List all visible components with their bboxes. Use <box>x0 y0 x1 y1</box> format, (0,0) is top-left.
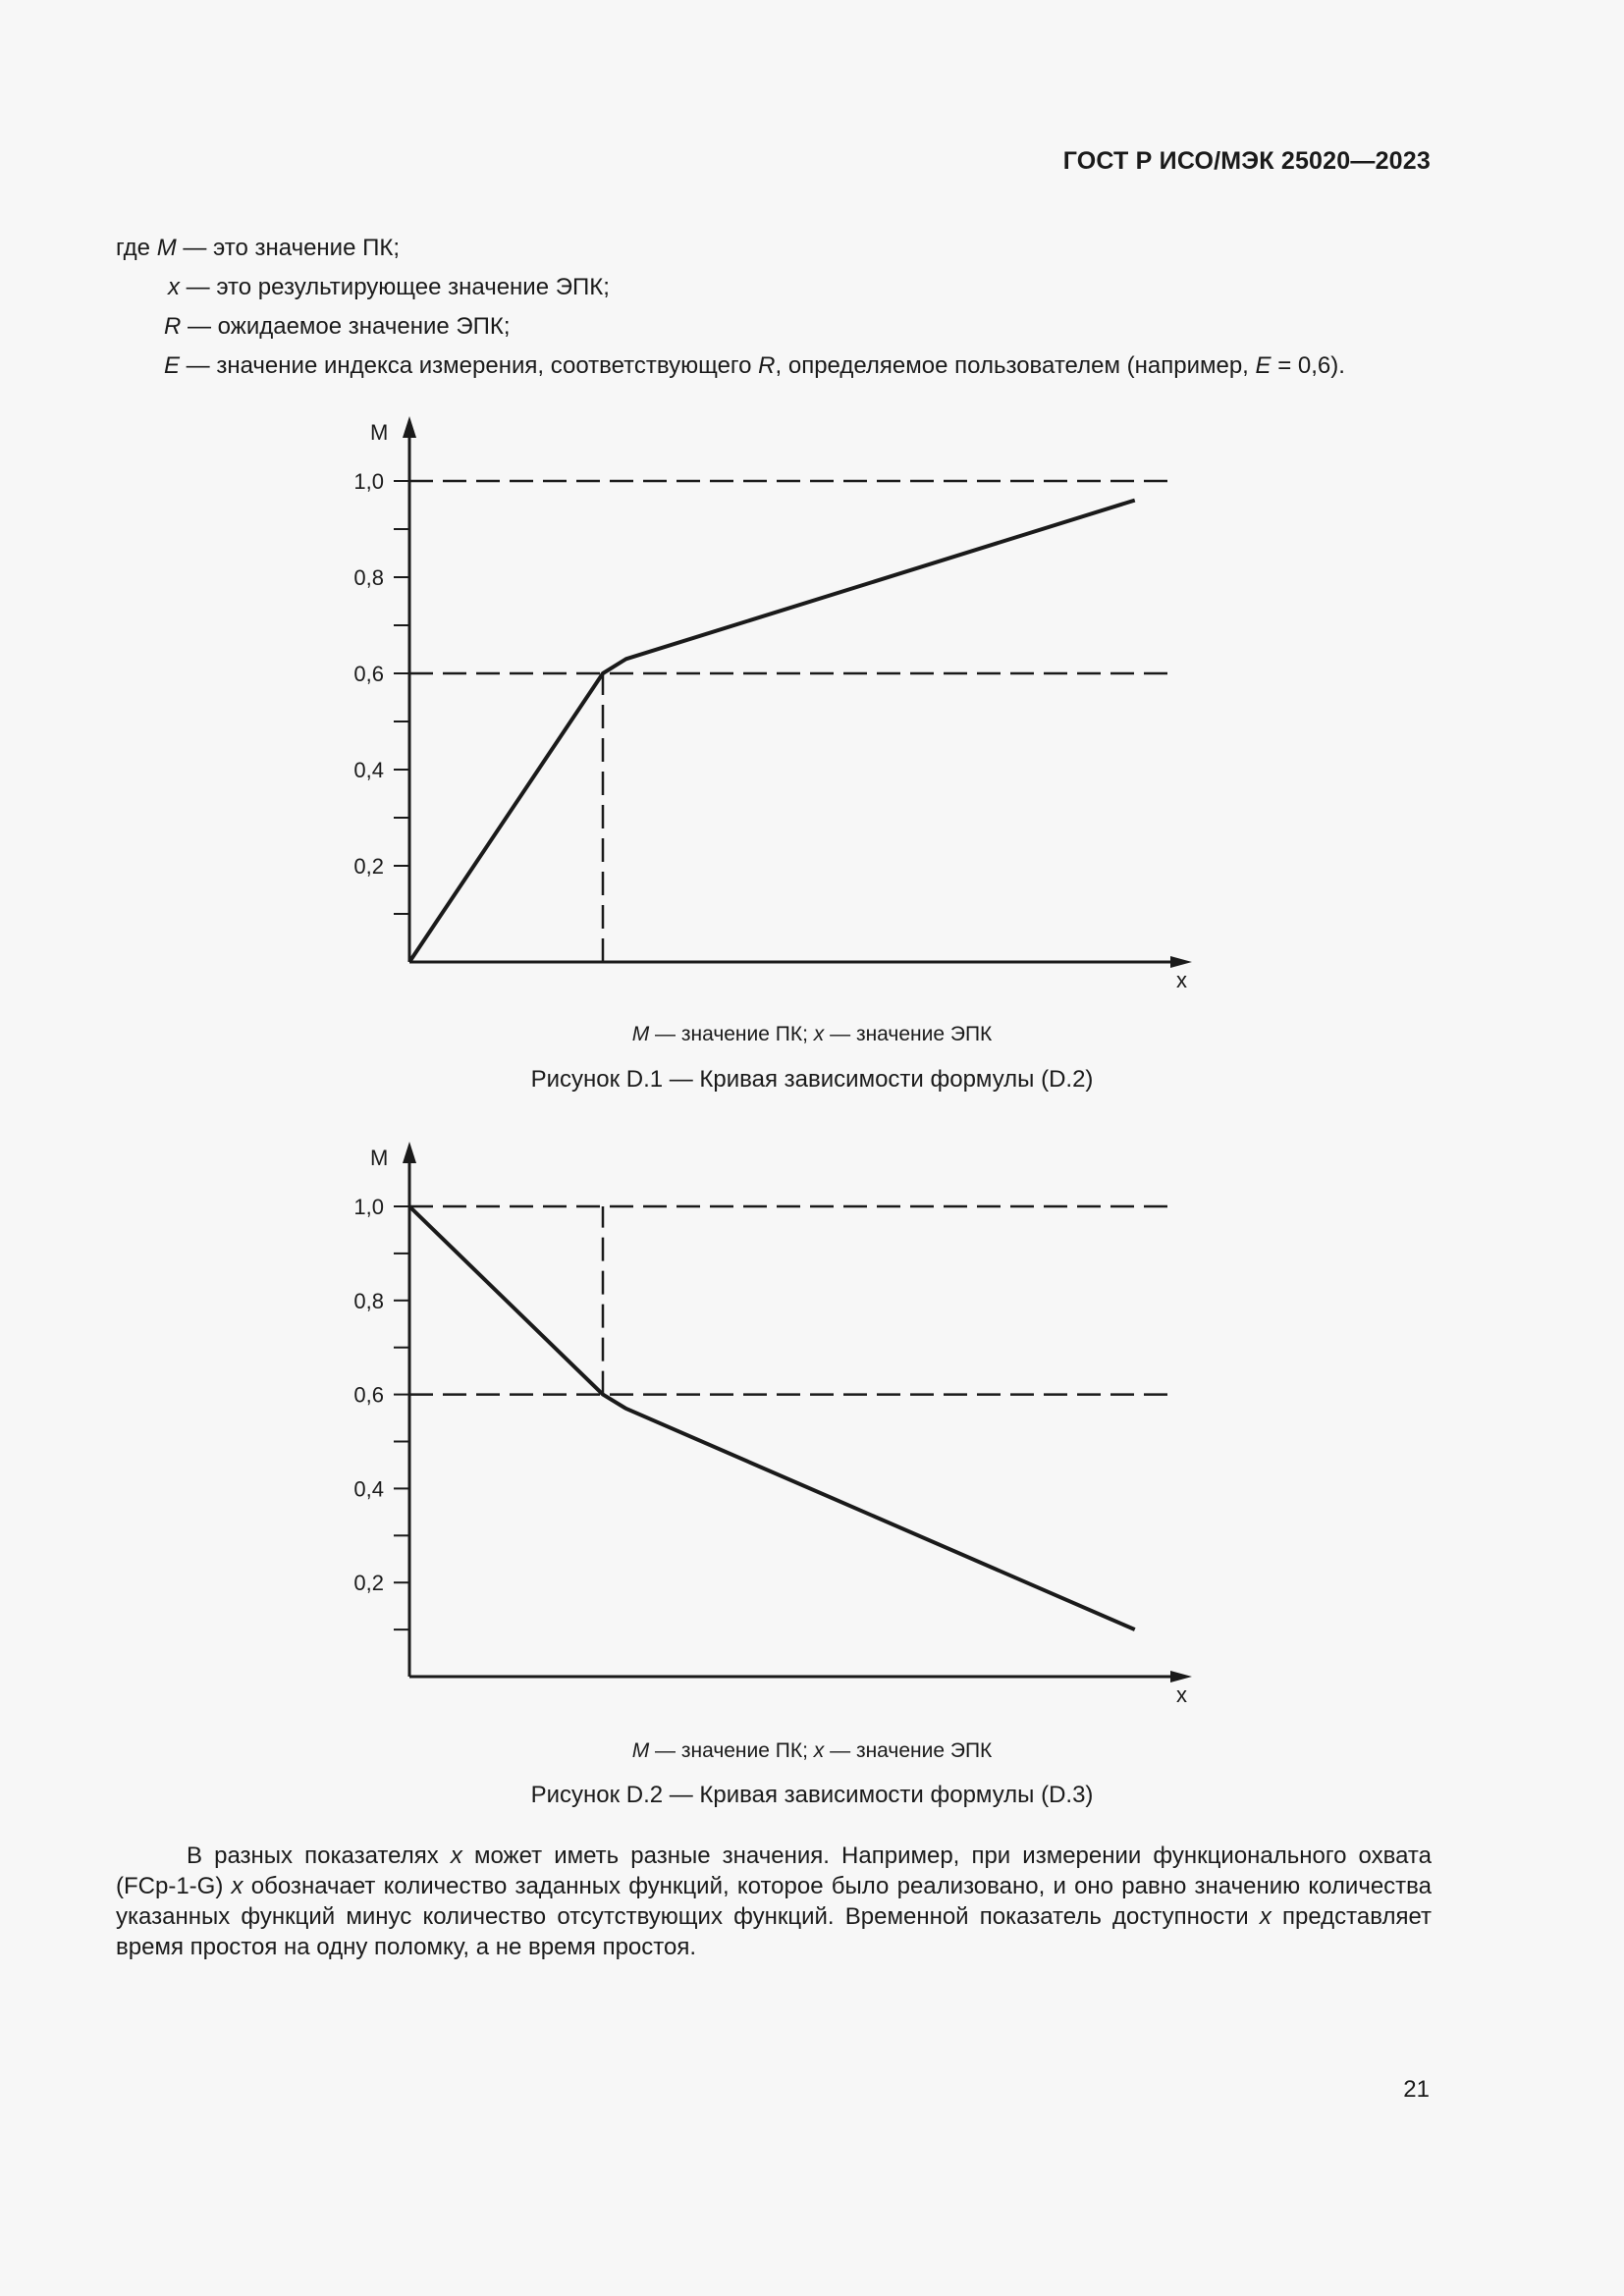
paragraph-text-1: В разных показателях <box>187 1842 451 1869</box>
definition-prefix: где <box>116 235 157 261</box>
symbol-r: R <box>164 313 182 340</box>
paragraph-text-4: представляет время простоя на одну поломку, а не время простоя. <box>116 1903 1432 1960</box>
series-line <box>409 1206 1135 1629</box>
symbol-x: x <box>168 274 180 300</box>
legend-text-m: — значение ПК; <box>649 1023 814 1045</box>
legend-symbol-x: x <box>813 1739 825 1762</box>
y-tick-label: 0,4 <box>353 758 384 782</box>
y-tick-label: 0,8 <box>353 565 384 590</box>
legend-text-m: — значение ПК; <box>649 1739 814 1762</box>
paragraph-symbol-x: x <box>231 1873 244 1899</box>
y-axis-arrow <box>403 1142 416 1163</box>
y-tick-label: 0,6 <box>353 662 384 686</box>
figure-1-caption: Рисунок D.1 — Кривая зависимости формулы (D.2) <box>530 1066 1094 1093</box>
y-tick-label: 1,0 <box>353 469 384 494</box>
body-paragraph <box>116 1841 1432 1962</box>
paragraph-symbol-x: x <box>1259 1903 1272 1930</box>
definition-text: — это значение ПК; <box>176 235 400 261</box>
document-header: ГОСТ Р ИСО/МЭК 25020—2023 <box>1062 147 1431 175</box>
y-tick-label: 0,4 <box>353 1476 384 1502</box>
paragraph-symbol-x: x <box>450 1842 462 1869</box>
legend-symbol-m: M <box>631 1739 650 1762</box>
symbol-r-inline: R <box>758 352 776 379</box>
y-tick-label: 0,8 <box>353 1288 384 1313</box>
definition-text-b: , определяемое пользователем (например, <box>775 352 1256 379</box>
paragraph-text-3: обозначает количество заданных функций, которое было реализовано, и оно равно значению количества указанных функций минус количество отсутствующих функций. Временной показатель доступности <box>116 1873 1432 1930</box>
definition-text: — ожидаемое значение ЭПК; <box>181 313 511 340</box>
figure-2-caption: Рисунок D.2 — Кривая зависимости формулы (D.3) <box>530 1782 1094 1808</box>
x-axis-label: x <box>1176 968 1187 992</box>
y-tick-label: 1,0 <box>353 1195 384 1219</box>
legend-text-x: — значение ЭПК <box>824 1023 993 1045</box>
legend-symbol-x: x <box>813 1023 825 1045</box>
symbol-e: E <box>164 352 181 379</box>
definition-text: — значение индекса измерения, соответствующего <box>180 352 759 379</box>
y-tick-label: 0,6 <box>353 1382 384 1408</box>
x-axis-arrow <box>1170 1671 1192 1682</box>
y-tick-label: 0,2 <box>353 854 384 879</box>
symbol-m: M <box>156 235 177 261</box>
x-axis-label: x <box>1176 1682 1187 1707</box>
legend-symbol-m: M <box>631 1023 650 1045</box>
y-axis-label: M <box>370 1146 389 1170</box>
y-tick-label: 0,2 <box>353 1571 384 1596</box>
definition-text: — это результирующее значение ЭПК; <box>180 274 610 300</box>
definition-text-c: = 0,6). <box>1271 352 1345 379</box>
symbol-e-inline: E <box>1255 352 1272 379</box>
y-axis-label: M <box>370 420 389 445</box>
legend-text-x: — значение ЭПК <box>824 1739 993 1762</box>
page-number: 21 <box>1403 2076 1430 2103</box>
paragraph-text-2: может иметь разные значения. Например, при измерении функционального охвата (FCp-1-G) <box>116 1842 1433 1899</box>
figure-2-legend <box>0 1739 1624 1763</box>
